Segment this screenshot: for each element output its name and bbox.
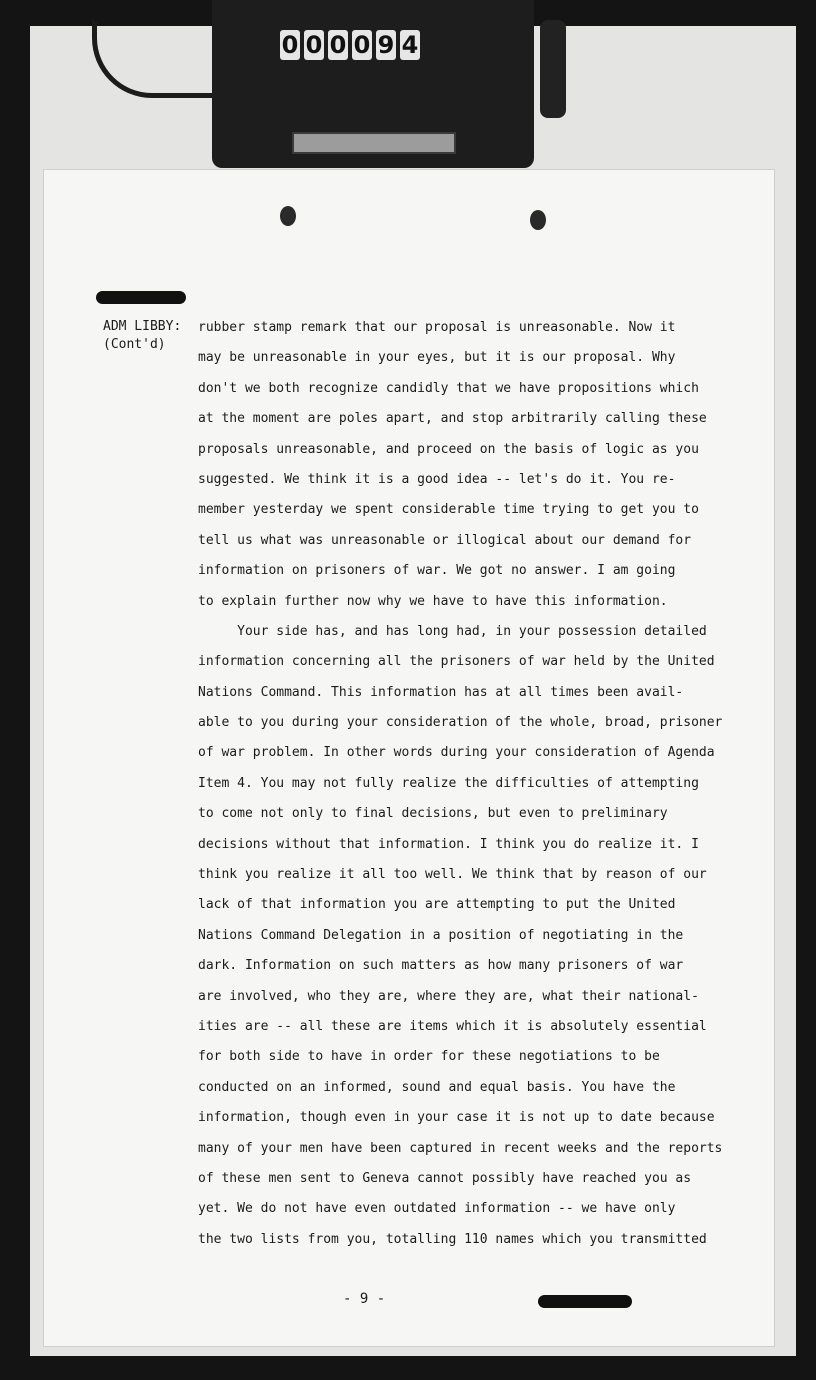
text-line: the two lists from you, totalling 110 names which you transmitted <box>198 1231 707 1247</box>
counter-knob <box>540 20 566 118</box>
frame-counter-digits <box>280 30 420 60</box>
redaction-mark <box>538 1295 632 1308</box>
text-line: may be unreasonable in your eyes, but it is our proposal. Why <box>198 350 676 366</box>
text-line: are involved, who they are, where they are, what their national- <box>198 988 699 1004</box>
text-line: ities are -- all these are items which it is absolutely essential <box>198 1018 707 1034</box>
text-line: suggested. We think it is a good idea -- let's do it. You re- <box>198 471 676 487</box>
text-line: of war problem. In other words during your consideration of Agenda <box>198 745 715 761</box>
text-line: to come not only to final decisions, but even to preliminary <box>198 806 668 822</box>
counter-digit: 4 <box>401 31 419 59</box>
text-line: Your side has, and has long had, in your possession detailed <box>198 623 707 639</box>
text-line: information on prisoners of war. We got no answer. I am going <box>198 563 676 579</box>
text-line: think you realize it all too well. We think that by reason of our <box>198 867 707 883</box>
counter-digit: 0 <box>329 31 347 59</box>
text-line: member yesterday we spent considerable time trying to get you to <box>198 502 699 518</box>
speaker-label <box>103 318 181 354</box>
text-line: information, though even in your case it is not up to date because <box>198 1110 715 1126</box>
text-line: to explain further now why we have to have this information. <box>198 593 668 609</box>
text-line: Nations Command. This information has at all times been avail- <box>198 684 684 700</box>
text-line: decisions without that information. I think you do realize it. I <box>198 836 699 852</box>
text-line: for both side to have in order for these negotiations to be <box>198 1049 660 1065</box>
text-line: tell us what was unreasonable or illogical about our demand for <box>198 532 692 548</box>
counter-digit: 0 <box>305 31 323 59</box>
counter-digit: 0 <box>353 31 371 59</box>
text-line: yet. We do not have even outdated information -- we have only <box>198 1201 676 1217</box>
text-line: dark. Information on such matters as how many prisoners of war <box>198 958 684 974</box>
text-line: Item 4. You may not fully realize the difficulties of attempting <box>198 775 699 791</box>
page-number: - 9 - <box>343 1291 386 1307</box>
counter-digit: 0 <box>281 31 299 59</box>
text-line: of these men sent to Geneva cannot possibly have reached you as <box>198 1170 692 1186</box>
counter-digit: 9 <box>377 31 395 59</box>
counter-plate <box>292 132 456 154</box>
punch-hole <box>280 206 296 226</box>
punch-hole <box>530 210 546 230</box>
text-line: proposals unreasonable, and proceed on the basis of logic as you <box>198 441 699 457</box>
text-line: don't we both recognize candidly that we have propositions which <box>198 380 699 396</box>
text-line: Nations Command Delegation in a position of negotiating in the <box>198 927 684 943</box>
text-line: rubber stamp remark that our proposal is unreasonable. Now it <box>198 320 676 335</box>
document-body <box>198 318 723 1260</box>
text-line: lack of that information you are attempting to put the United <box>198 897 676 913</box>
speaker-continued: (Cont'd) <box>103 337 166 352</box>
speaker-name: ADM LIBBY: <box>103 319 182 334</box>
text-line: conducted on an informed, sound and equal basis. You have the <box>198 1079 676 1095</box>
text-line: at the moment are poles apart, and stop arbitrarily calling these <box>198 411 707 427</box>
text-line: information concerning all the prisoners of war held by the United <box>198 654 715 670</box>
text-line: many of your men have been captured in recent weeks and the reports <box>198 1140 723 1156</box>
text-line: able to you during your consideration of the whole, broad, prisoner <box>198 715 723 731</box>
redaction-mark <box>96 291 186 304</box>
